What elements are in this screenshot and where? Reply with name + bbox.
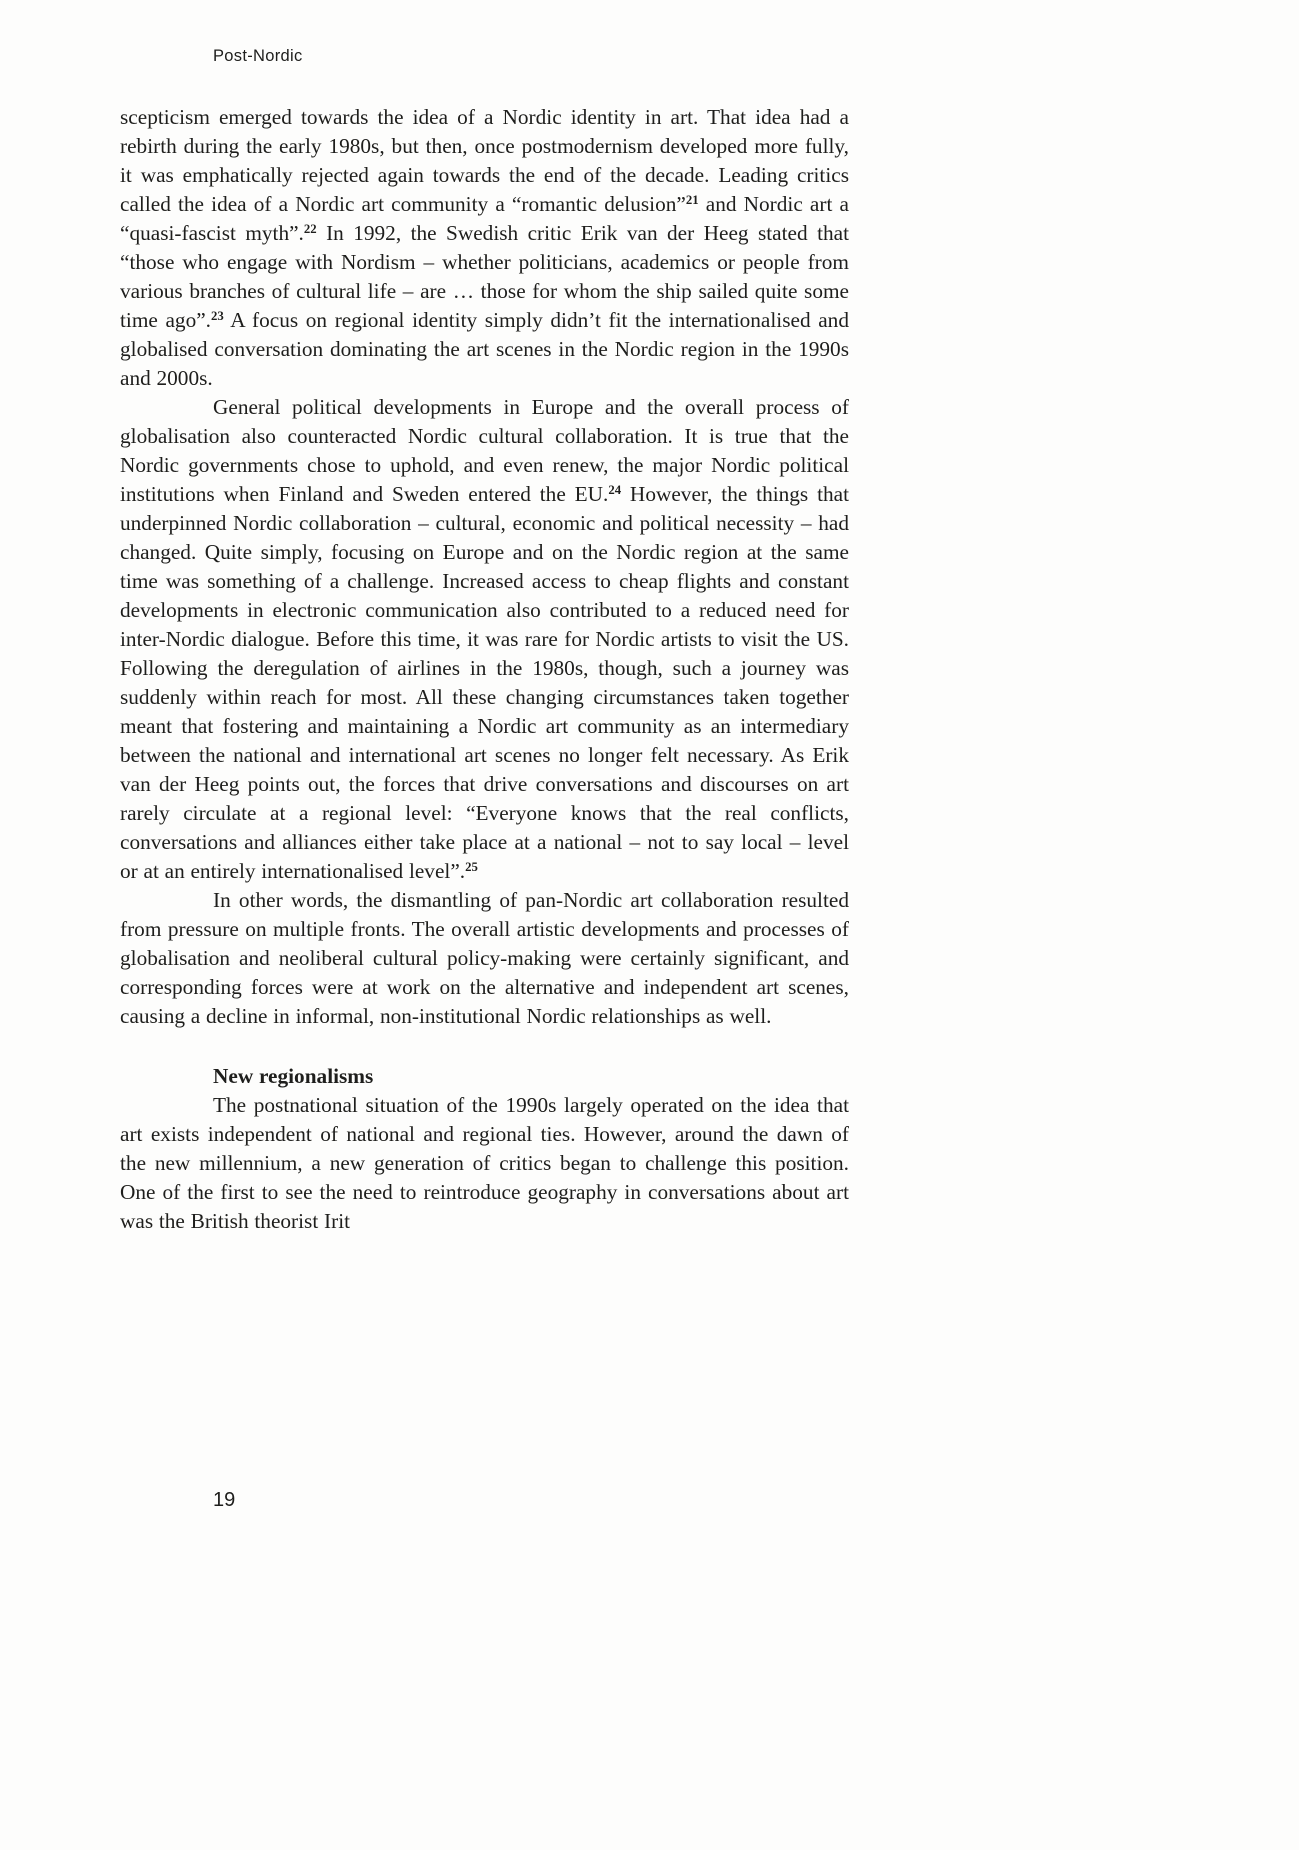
footnote-reference: 21 [685, 193, 699, 208]
footnote-reference: 25 [465, 860, 478, 875]
body-text [120, 103, 849, 1236]
paragraph: In other words, the dismantling of pan-Nordic art collaboration resulted from pressure on multiple fronts. The overall artistic developments and processes of globalisation and neoliberal cultural policy-making were certainly significant, and corresponding forces were at work on the alternative and independent art scenes, causing a decline in informal, non-institutional Nordic relationships as well. [120, 888, 849, 1028]
page-number: 19 [213, 1489, 236, 1511]
section-heading: New regionalisms [213, 1064, 374, 1088]
paragraph: General political developments in Europe and the overall process of globalisation also counteracted Nordic cultural collaboration. It is true that the Nordic governments chose to uphold, and even renew, the major Nordic political institutions when Finland and Sweden entered the EU.$^{24}$ However, the things that underpinned Nordic collaboration – cultural, economic and political necessity – had changed. Quite simply, focusing on Europe and on the Nordic region at the same time was something of a challenge. Increased access to cheap flights and constant developments in electronic communication also contributed to a reduced need for inter-Nordic dialogue. Before this time, it was rare for Nordic artists to visit the US. Following the deregulation of airlines in the 1980s, though, such a journey was suddenly within reach for most. All these changing circumstances taken together meant that fostering and maintaining a Nordic art community as an intermediary between the national and international art scenes no longer felt necessary. As Erik van der Heeg points out, the forces that drive conversations and discourses on art rarely circulate at a regional level: “Everyone knows that the real conflicts, conversations and alliances either take place at a national – not to say local – level or at an entirely internationalised level”.$^{25}$ [120, 395, 849, 883]
footnote-reference: 24 [608, 483, 622, 498]
footnote-reference: 22 [303, 222, 317, 237]
paragraph: The postnational situation of the 1990s largely operated on the idea that art exists independent of national and regional ties. However, around the dawn of the new millennium, a new generation of critics began to challenge this position. One of the first to see the need to reintroduce geography in conversations about art was the British theorist Irit [120, 1093, 849, 1233]
running-header: Post-Nordic [213, 47, 303, 65]
footnote-reference: 23 [211, 309, 224, 324]
paragraph: scepticism emerged towards the idea of a Nordic identity in art. That idea had a rebirth during the early 1980s, but then, once postmodernism developed more fully, it was emphatically rejected again towards the end of the decade. Leading critics called the idea of a Nordic art community a “romantic delusion”$^{21}$ and Nordic art a “quasi-fascist myth”.$^{22}$ In 1992, the Swedish critic Erik van der Heeg stated that “those who engage with Nordism – whether politicians, academics or people from various branches of cultural life – are … those for whom the ship sailed quite some time ago”.$^{23}$ A focus on regional identity simply didn’t fit the internationalised and globalised conversation dominating the art scenes in the Nordic region in the 1990s and 2000s. [120, 105, 849, 390]
